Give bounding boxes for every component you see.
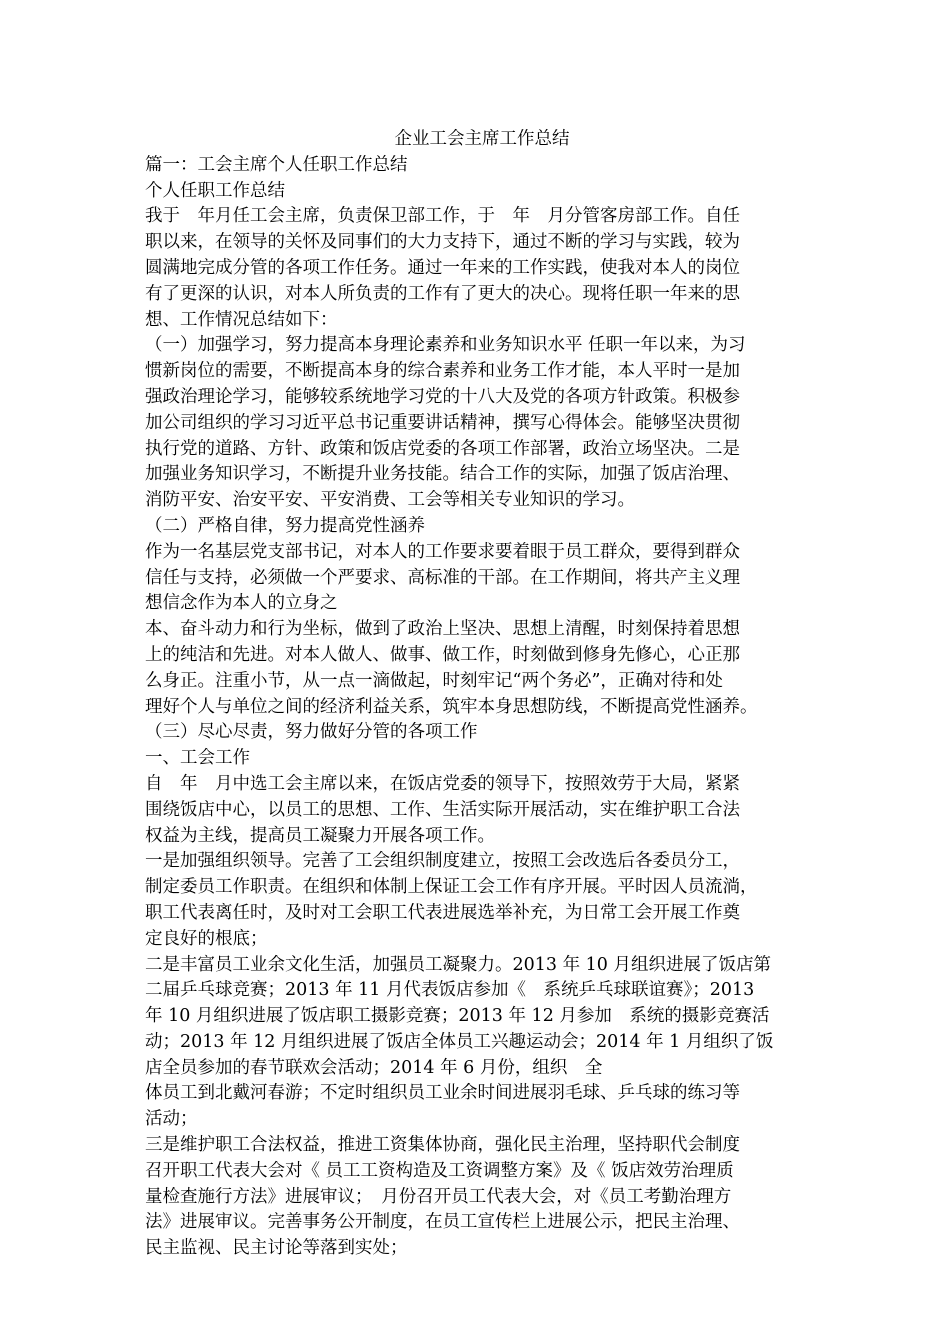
text-line: 么身正。注重小节，从一点一滴做起，时刻牢记“两个务必”，正确对待和处 [145,670,723,691]
text-line: 加强业务知识学习，不断提升业务技能。结合工作的实际，加强了饭店治理、 [145,464,740,485]
text-line: 我于 年月任工会主席，负责保卫部工作，于 年 月分管客房部工作。自任 [145,206,740,227]
text-line: 信任与支持，必须做一个严要求、高标准的干部。在工作期间，将共产主义理 [145,567,740,588]
text-line: 上的纯洁和先进。对本人做人、做事、做工作，时刻做到修身先修心，心正那 [145,644,740,665]
text-line: 作为一名基层党支部书记，对本人的工作要求要着眼于员工群众，要得到群众 [145,541,740,562]
text-line: 有了更深的认识，对本人所负责的工作有了更大的决心。现将任职一年来的思 [145,283,740,304]
text-line: 自 年 月中选工会主席以来，在饭店党委的领导下，按照效劳于大局，紧紧 [145,773,740,794]
text-line: 理好个人与单位之间的经济利益关系，筑牢本身思想防线，不断提高党性涵养。 [145,696,758,717]
text-line: 个人任职工作总结 [145,180,285,201]
text-line: （三）尽心尽责，努力做好分管的各项工作 [145,722,478,743]
text-line: 量检查施行方法》进展审议； 月份召开员工代表大会，对《员工考勤治理方 [145,1186,732,1207]
document-lines [145,153,813,1262]
text-line: 职以来，在领导的关怀及同事们的大力支持下，通过不断的学习与实践，较为 [145,232,740,253]
text-line: 本、奋斗动力和行为坐标，做到了政治上坚决、思想上清醒，时刻保持着思想 [145,619,740,640]
text-line: 加公司组织的学习习近平总书记重要讲话精神，撰写心得体会。能够坚决贯彻 [145,412,740,433]
text-line: 消防平安、治安平安、平安消费、工会等相关专业知识的学习。 [145,490,635,511]
text-line: 篇一：工会主席个人任职工作总结 [145,154,408,175]
document-body [145,127,813,1262]
text-line: 一、工会工作 [145,748,250,769]
text-line: 动；2013 年 12 月组织进展了饭店全体员工兴趣运动会；2014 年 1 月组织了饭 [145,1031,774,1052]
text-line: 二是丰富员工业余文化生活，加强员工凝聚力。2013 年 10 月组织进展了饭店第 [145,954,771,975]
text-line: 想信念作为本人的立身之 [145,593,338,614]
text-line: 围绕饭店中心，以员工的思想、工作、生活实际开展活动，实在维护职工合法 [145,799,740,820]
text-line: 惯新岗位的需要，不断提高本身的综合素养和业务工作才能，本人平时一是加 [145,361,740,382]
text-line: （一）加强学习，努力提高本身理论素养和业务知识水平 任职一年以来，为习 [145,335,746,356]
text-line: 想、工作情况总结如下： [145,309,338,330]
text-line: 定良好的根底； [145,928,268,949]
text-line: 制定委员工作职责。在组织和体制上保证工会工作有序开展。平时因人员流淌， [145,877,758,898]
text-line: 活动； [145,1109,198,1130]
text-line: 召开职工代表大会对《 员工工资构造及工资调整方案》及《 饭店效劳治理质 [145,1160,734,1181]
text-line: 法》进展审议。完善事务公开制度，在员工宣传栏上进展公示，把民主治理、 [145,1212,740,1233]
document-title: 企业工会主席工作总结 [394,129,570,149]
text-line: 年 10 月组织进展了饭店职工摄影竞赛；2013 年 12 月参加 系统的摄影竞赛活 [145,1006,770,1027]
text-line: 民主监视、民主讨论等落到实处； [145,1238,408,1259]
text-line: 权益为主线，提高员工凝聚力开展各项工作。 [145,825,495,846]
text-line: （二）严格自律，努力提高党性涵养 [145,515,425,536]
text-line: 一是加强组织领导。完善了工会组织制度建立，按照工会改选后各委员分工， [145,851,740,872]
text-line: 体员工到北戴河春游；不定时组织员工业余时间进展羽毛球、乒乓球的练习等 [145,1083,740,1104]
text-line: 职工代表离任时，及时对工会职工代表进展选举补充，为日常工会开展工作奠 [145,902,740,923]
text-line: 强政治理论学习，能够较系统地学习党的十八大及党的各项方针政策。积极参 [145,386,740,407]
text-line: 店全员参加的春节联欢会活动；2014 年 6 月份，组织 全 [145,1057,603,1078]
text-line: 三是维护职工合法权益，推进工资集体协商，强化民主治理，坚持职代会制度 [145,1135,740,1156]
text-line: 二届乒乓球竞赛；2013 年 11 月代表饭店参加《 系统乒乓球联谊赛》；2013 [145,980,755,1001]
text-line: 圆满地完成分管的各项工作任务。通过一年来的工作实践，使我对本人的岗位 [145,257,740,278]
text-line: 执行党的道路、方针、政策和饭店党委的各项工作部署，政治立场坚决。二是 [145,438,740,459]
